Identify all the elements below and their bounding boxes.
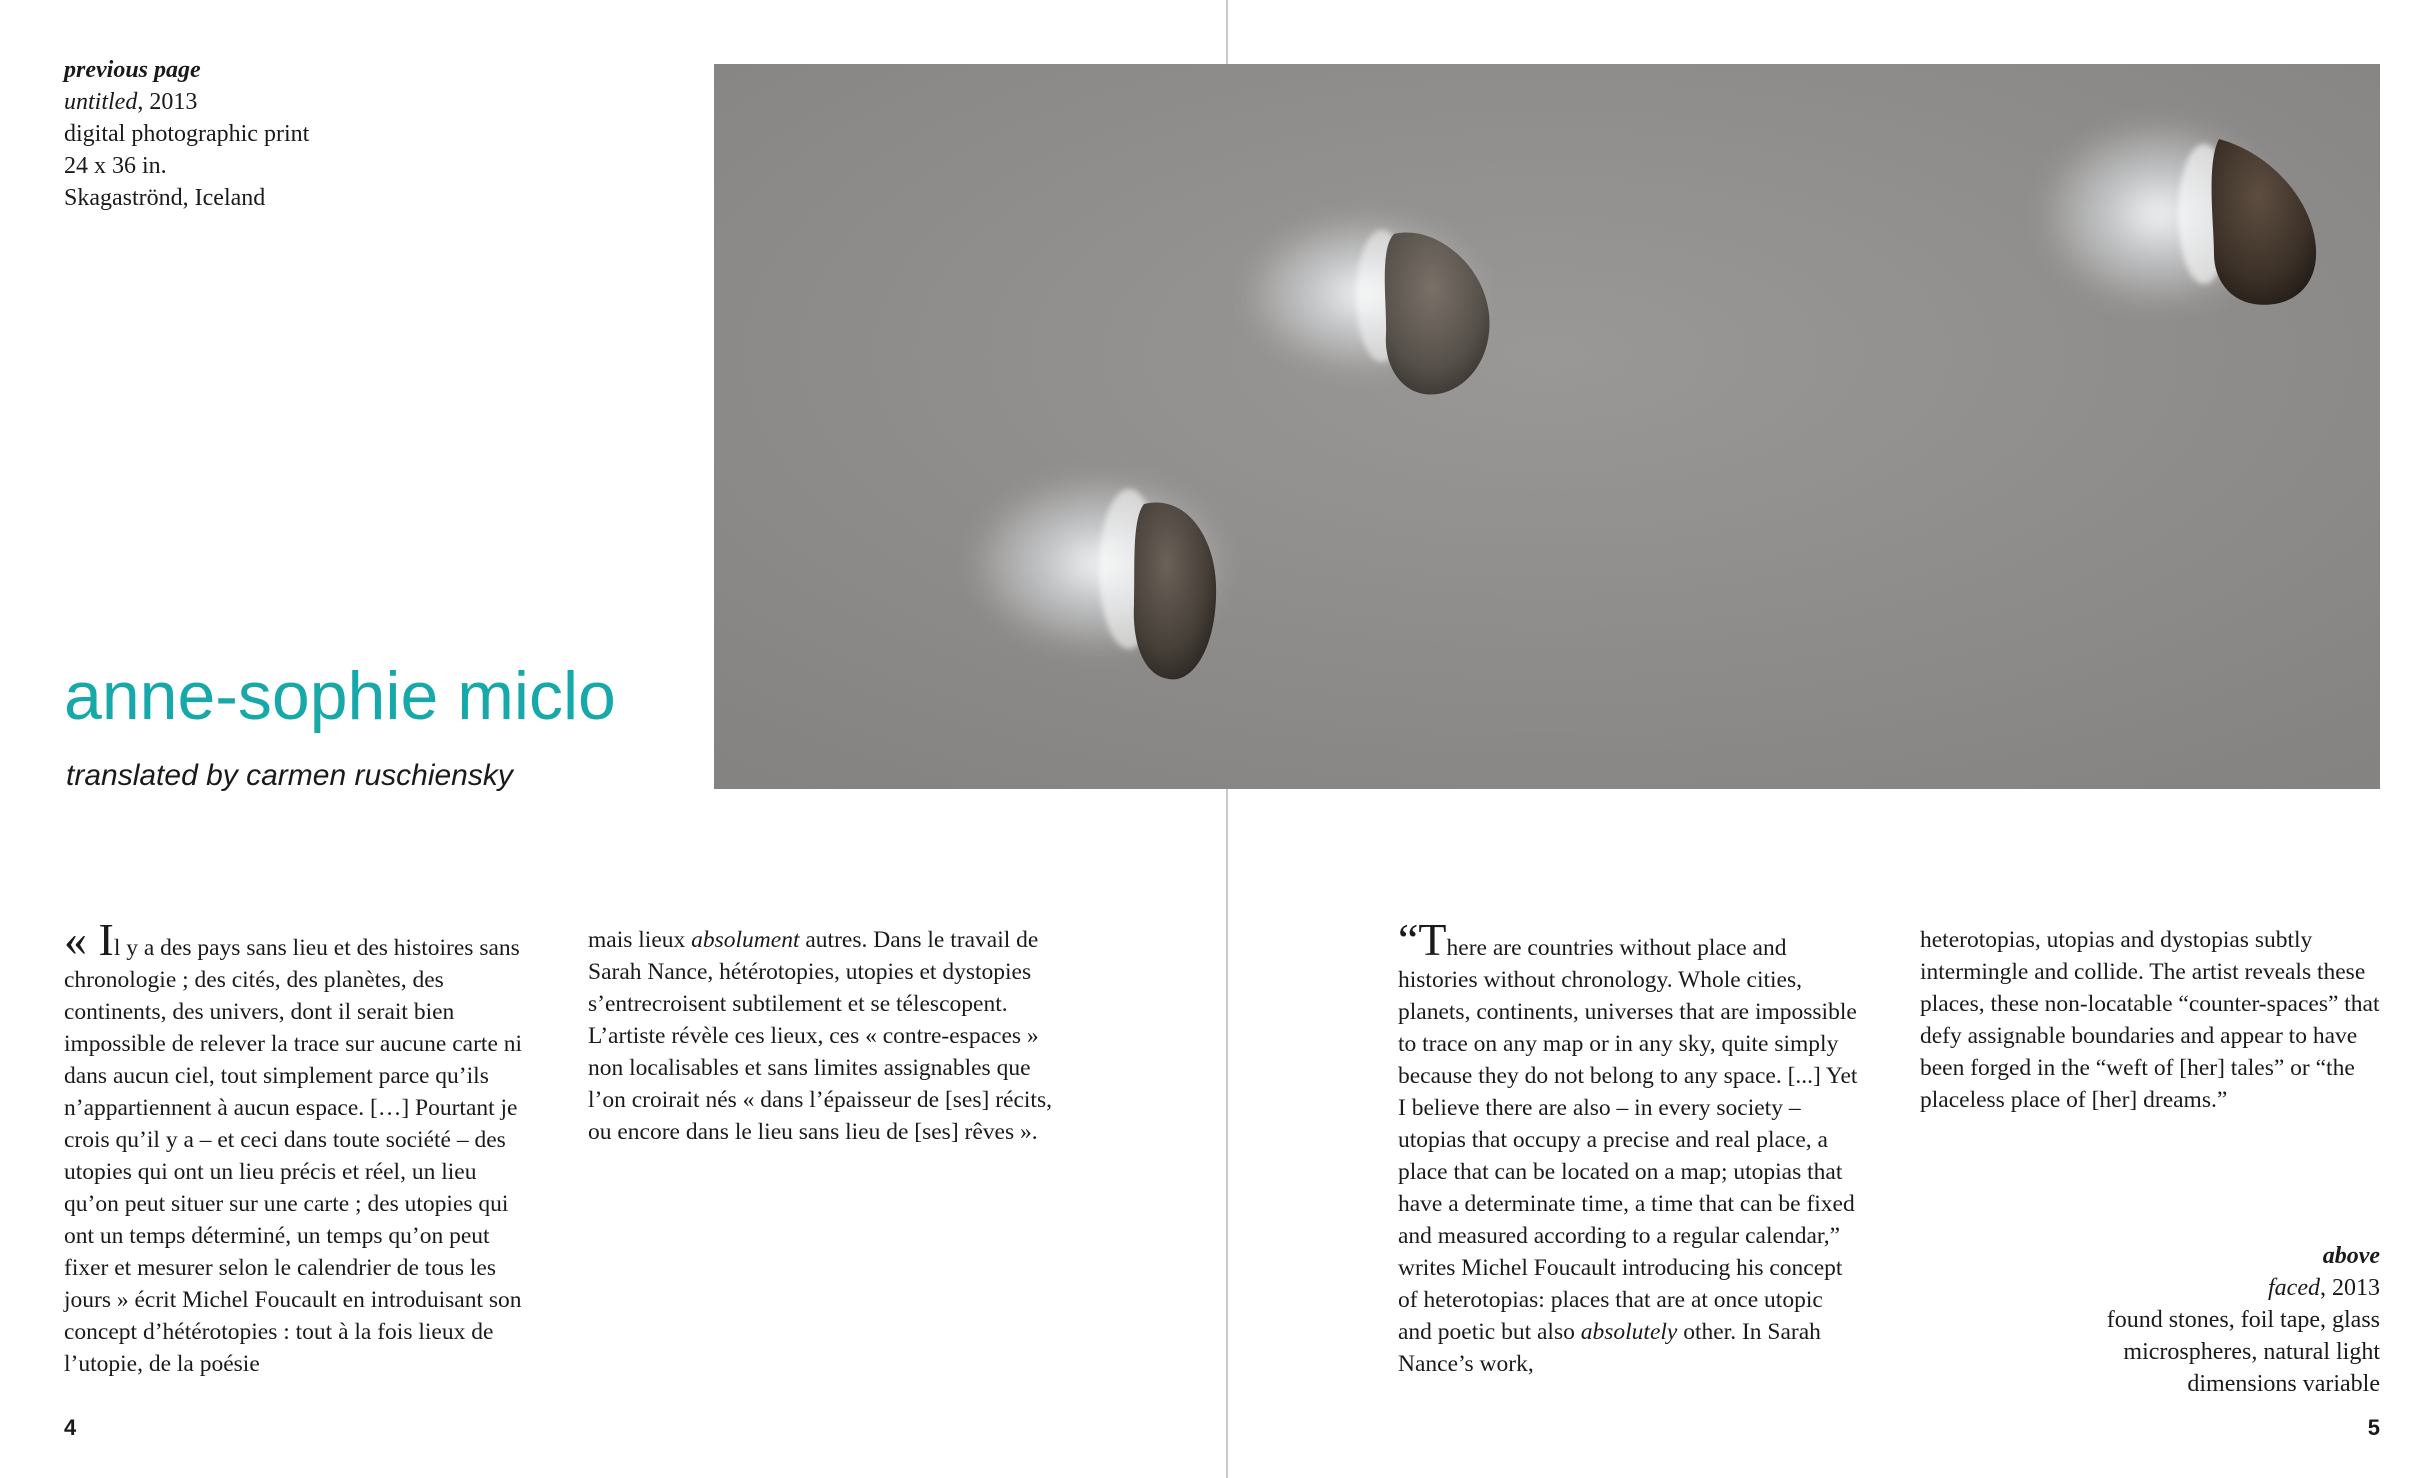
french-dropcap: « I bbox=[64, 914, 114, 965]
stones-photograph bbox=[714, 64, 2380, 789]
page-number-left: 4 bbox=[64, 1415, 77, 1440]
caption-title-line bbox=[64, 86, 624, 118]
french-paragraph-2 bbox=[588, 924, 1058, 1148]
french-col1-text: l y a des pays sans lieu et des histoires sans chronologie ; des cités, des planètes, des continents, des univers, dont il serait bien impossible de relever la trace sur aucune carte ni dans aucun ciel, tout simplement parce qu’ils n’appartiennent à aucun espace. […] Pourtant je crois qu’il y a – et ceci dans toute société – des utopies qui ont un lieu précis et réel, un lieu qu’on peut situer sur une carte ; des utopies qui ont un temps déterminé, un temps qu’on peut fixer et mesurer selon le calendrier de tous les jours » écrit Michel Foucault en introduisant son concept d’hétérotopies : tout à la fois lieux de l’utopie, de la poésie bbox=[64, 935, 523, 1377]
english-paragraph-1 bbox=[1398, 914, 1862, 1380]
english-paragraph-2: heterotopias, utopias and dystopias subtly intermingle and collide. The artist reveals these places, these non-locatable “counter-spaces” that defy assignable boundaries and appear to have been forged in the “weft of [her] tales” or “the placeless place of [her] dreams.” bbox=[1920, 927, 2380, 1113]
french-paragraph-1 bbox=[64, 914, 532, 1380]
caption-dimensions: 24 x 36 in. bbox=[64, 153, 167, 179]
caption-above-year: , 2013 bbox=[2320, 1275, 2380, 1301]
english-col3-before: here are countries without place and histories without chronology. Whole cities, planets, continents, universes that are impossible to trace on any map or in any sky, quite simply because they do not belong to any space. [...] Yet I believe there are also – in every society – utopias that occupy a precise and real place, a place that can be located on a map; utopias that have a determinate time, a time that can be fixed and measured according to a regular calendar,” writes Michel Foucault introducing his concept of heterotopias: places that are at once utopic and poetic but also bbox=[1398, 935, 1858, 1345]
caption-above-medium-1: found stones, foil tape, glass bbox=[2106, 1307, 2380, 1333]
caption-above-title-line bbox=[1900, 1272, 2380, 1304]
page-number-right: 5 bbox=[2367, 1415, 2380, 1440]
english-dropcap: “T bbox=[1398, 914, 1447, 965]
french-text-column-2 bbox=[588, 924, 1058, 1148]
caption-above-medium-2: microspheres, natural light bbox=[2123, 1339, 2380, 1365]
english-col3-emphasis: absolutely bbox=[1580, 1319, 1678, 1345]
caption-above-dimensions: dimensions variable bbox=[2187, 1371, 2380, 1397]
artwork-photo bbox=[714, 64, 2380, 789]
french-col2-emphasis: absolument bbox=[691, 927, 800, 953]
caption-above-heading: above bbox=[2322, 1243, 2380, 1269]
caption-above bbox=[1900, 1240, 2380, 1400]
caption-title: untitled bbox=[64, 89, 138, 115]
english-col3-after: other. In Sarah Nance’s work, bbox=[1398, 1319, 1821, 1377]
english-text-column-1 bbox=[1398, 914, 1862, 1380]
english-text-column-2 bbox=[1920, 924, 2390, 1116]
caption-heading: previous page bbox=[64, 57, 201, 83]
french-col2-after: autres. Dans le travail de Sarah Nance, hétérotopies, utopies et dystopies s’entrecroisent subtilement et se télescopent. L’artiste révèle ces lieux, ces « contre-espaces » non localisables et sans limites assignables que l’on croirait nés « dans l’épaisseur de [ses] récits, ou encore dans le lieu sans lieu de [ses] rêves ». bbox=[588, 927, 1052, 1145]
caption-medium: digital photographic print bbox=[64, 121, 310, 147]
caption-location: Skagaströnd, Iceland bbox=[64, 185, 266, 211]
caption-previous-page bbox=[64, 54, 624, 214]
translator-credit: translated by carmen ruschiensky bbox=[66, 759, 513, 792]
author-name: anne-sophie miclo bbox=[64, 658, 616, 734]
caption-above-title: faced bbox=[2268, 1275, 2320, 1301]
french-text-column-1 bbox=[64, 914, 532, 1380]
caption-year: , 2013 bbox=[137, 89, 198, 115]
french-col2-before: mais lieux bbox=[588, 927, 692, 953]
